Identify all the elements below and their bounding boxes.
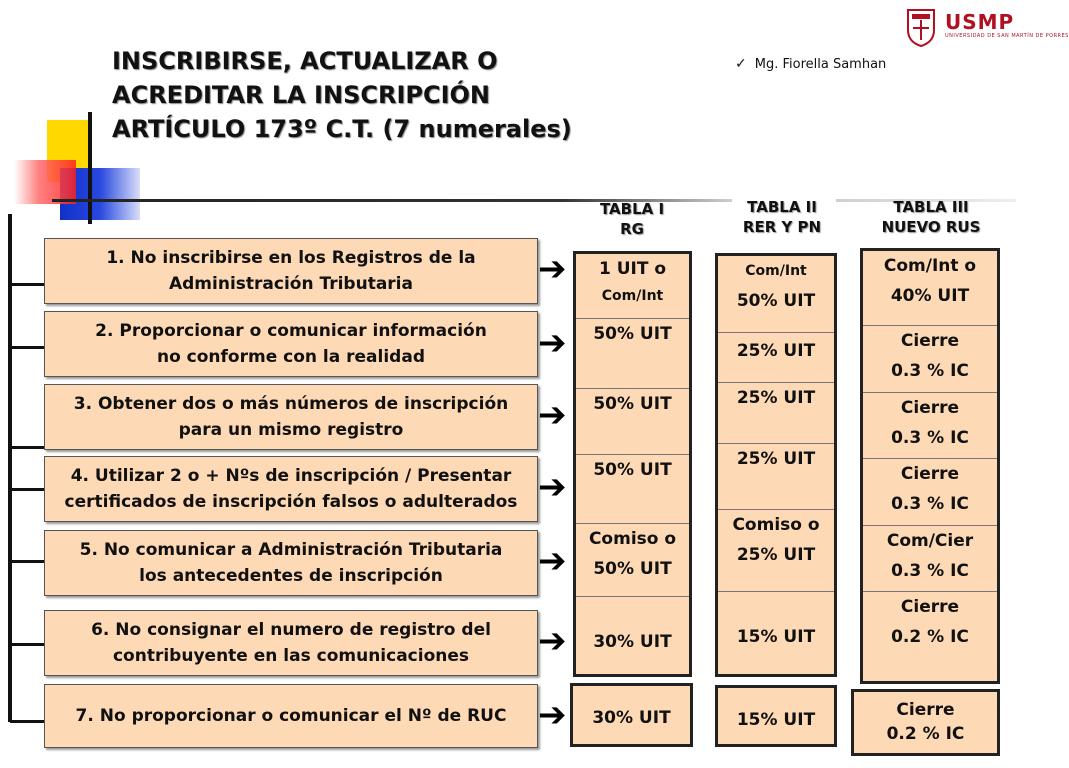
cell-text: 0.2 % IC	[891, 627, 969, 647]
violation-box-4	[44, 456, 538, 522]
violation-box-1	[44, 238, 538, 304]
cell-text: Comiso o	[588, 529, 677, 549]
tabla-1-cell	[576, 319, 689, 389]
violation-box-5	[44, 530, 538, 596]
tree-connector-branch	[10, 346, 44, 349]
cell-text: 30% UIT	[593, 632, 672, 652]
tree-connector-branch	[10, 720, 44, 723]
tree-connector-branch	[10, 643, 44, 646]
cell-text: Cierre	[900, 398, 960, 418]
violation-text: 2. Proporcionar o comunicar información	[95, 321, 487, 341]
cell-text: Cierre	[896, 700, 955, 720]
title-line: ACREDITAR LA INSCRIPCIÓN	[112, 81, 490, 109]
tabla-3-column	[860, 248, 1000, 684]
cell-text: 30% UIT	[592, 708, 671, 728]
cell-text: 0.2 % IC	[886, 724, 965, 744]
tabla-3-cell	[863, 526, 997, 592]
violation-text: 5. No comunicar a Administración Tributaria	[79, 540, 503, 560]
tabla-1-column	[573, 251, 692, 677]
cell-text: 25% UIT	[736, 388, 816, 408]
tabla-2-ruc-cell	[715, 685, 837, 747]
cell-text: Com/Int o	[883, 256, 977, 276]
cell-text: 50% UIT	[736, 291, 816, 311]
author-name: Mg. Fiorella Samhan	[754, 57, 887, 72]
cell-text: Com/Cier	[886, 531, 974, 551]
violation-text: contribuyente en las comunicaciones	[112, 646, 470, 666]
checkmark-icon: ✓	[735, 56, 747, 72]
title-line: ARTÍCULO 173º C.T. (7 numerales)	[112, 115, 572, 143]
violation-box-2	[44, 311, 538, 377]
cell-text: 0.3 % IC	[891, 361, 969, 381]
university-shield-icon	[904, 6, 938, 48]
tabla-1-cell	[576, 455, 689, 524]
tree-connector-branch	[10, 488, 44, 491]
tabla-3-cell	[863, 326, 997, 393]
tree-connector-branch	[10, 560, 44, 563]
cell-text: 0.3 % IC	[891, 561, 969, 581]
violation-box-3	[44, 384, 538, 450]
table-1-header	[584, 199, 680, 239]
decorative-vertical-line	[88, 112, 92, 224]
cell-text: Cierre	[900, 597, 960, 617]
cell-text: 0.3 % IC	[891, 494, 969, 514]
cell-text: Com/Int	[601, 288, 664, 304]
cell-text: 25% UIT	[736, 341, 816, 361]
cell-text: 50% UIT	[593, 460, 672, 480]
tabla-3-cell	[863, 251, 997, 326]
violation-text: no conforme con la realidad	[156, 347, 425, 367]
tabla-2-column	[715, 253, 837, 677]
tabla-3-cell	[863, 459, 997, 526]
tabla-3-cell	[863, 592, 997, 681]
table-header-line: RG	[620, 220, 644, 238]
tabla-2-cell	[718, 510, 834, 592]
author-credit	[735, 56, 886, 72]
violation-text: para un mismo registro	[178, 420, 404, 440]
cell-text: 25% UIT	[736, 449, 816, 469]
tabla-3-cell	[863, 393, 997, 459]
cell-text: Cierre	[900, 331, 960, 351]
cell-text: 15% UIT	[736, 627, 816, 647]
logo-subtext: UNIVERSIDAD DE SAN MARTÍN DE PORRES	[945, 33, 1069, 39]
cell-text: 1 UIT o	[598, 259, 667, 279]
right-arrow-icon: ➔	[538, 541, 567, 581]
cell-text: 25% UIT	[736, 545, 816, 565]
table-header-line: TABLA II	[747, 198, 817, 216]
right-arrow-icon: ➔	[538, 249, 567, 289]
tabla-2-cell	[718, 256, 834, 333]
violation-text: los antecedentes de inscripción	[139, 566, 443, 586]
violation-text: 1. No inscribirse en los Registros de la	[106, 248, 476, 268]
table-header-line: TABLA I	[599, 200, 665, 218]
tabla-1-cell	[576, 597, 689, 674]
tabla-2-cell	[718, 333, 834, 383]
violation-text: 6. No consignar el numero de registro del	[91, 620, 491, 640]
right-arrow-icon: ➔	[538, 695, 567, 735]
cell-text: 50% UIT	[593, 559, 672, 579]
table-header-line: TABLA III	[893, 198, 969, 216]
cell-text: 50% UIT	[593, 394, 672, 414]
slide-title	[112, 44, 672, 146]
cell-text: 0.3 % IC	[891, 428, 969, 448]
tabla-1-cell	[576, 389, 689, 455]
cell-text: 50% UIT	[593, 324, 672, 344]
right-arrow-icon: ➔	[538, 467, 567, 507]
decorative-red-square	[14, 160, 76, 204]
violation-box-7	[44, 684, 538, 748]
cell-text: 40% UIT	[890, 286, 970, 306]
table-2-header	[730, 197, 834, 237]
logo-text: USMP	[945, 10, 1015, 34]
cell-text: Comiso o	[732, 515, 820, 535]
tree-connector-branch	[10, 283, 44, 286]
tabla-3-ruc-cell	[851, 689, 1000, 756]
violation-text: Administración Tributaria	[168, 274, 413, 294]
right-arrow-icon: ➔	[538, 395, 567, 435]
table-header-line: NUEVO RUS	[881, 218, 981, 236]
tabla-2-cell	[718, 592, 834, 674]
cell-text: 15% UIT	[736, 710, 816, 730]
tabla-1-cell	[576, 524, 689, 597]
right-arrow-icon: ➔	[538, 323, 567, 363]
table-3-header	[868, 197, 994, 237]
violation-box-6	[44, 610, 538, 676]
tabla-1-ruc-cell	[570, 683, 693, 747]
cell-text: Cierre	[900, 464, 960, 484]
tabla-2-cell	[718, 383, 834, 444]
title-line: INSCRIBIRSE, ACTUALIZAR O	[112, 47, 498, 75]
violation-text: 4. Utilizar 2 o + Nºs de inscripción / Presentar	[70, 466, 512, 486]
violation-text: 7. No proporcionar o comunicar el Nº de RUC	[75, 706, 507, 726]
violation-text: 3. Obtener dos o más números de inscripción	[73, 394, 509, 414]
tabla-2-cell	[718, 444, 834, 510]
right-arrow-icon: ➔	[538, 621, 567, 661]
tabla-1-cell	[576, 254, 689, 319]
cell-text: Com/Int	[745, 263, 807, 279]
violation-text: certificados de inscripción falsos o adulterados	[64, 492, 518, 512]
table-header-line: RER Y PN	[742, 218, 822, 236]
